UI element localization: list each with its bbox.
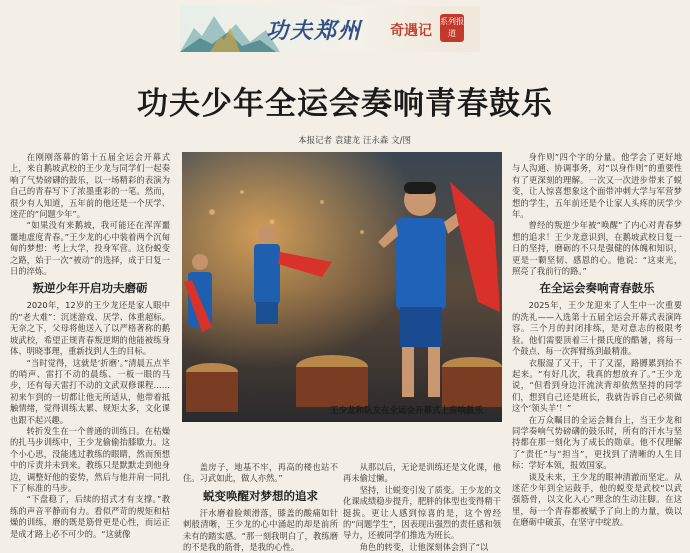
paragraph: 曾经的叛逆少年被“唤醒”了内心对青春梦想的追求！王少龙意识到，在鹅坡武校日复一日的坚持，磨砺的不只是强健的体魄和知识，更是一颗坚韧、感恩的心。他说：“这束光，照亮了我前行的路。”: [512, 220, 682, 277]
paragraph: 2020年，12岁的王少龙还是家人眼中的“老大难”：沉迷游戏、厌学、体重超标。无奈之下，父母将他送入了以严格著称的鹅坡武校，希望正规青春叛逆期的他能被练身体、明晓事理，重新找到人生的目标。: [10, 300, 170, 357]
section-heading: 在全运会奏响青春鼓乐: [539, 281, 655, 296]
article-column-3: [512, 152, 682, 532]
paragraph: 在刚刚落幕的第十五届全运会开幕式上，来自鹅坡武校的王少龙与同学们一起奏响了气势磅礴的鼓乐，以一场精彩的表演为自己的青春写下了浓墨重彩的一笔。然而，很少有人知道，五年前的他还是一个厌学、迷茫的“问题少年”。: [10, 152, 170, 220]
article-headline: 功夫少年全运会奏响青春鼓乐: [137, 86, 553, 122]
article-column-1: [10, 152, 170, 539]
paragraph: “下盘稳了，后续的招式才有支撑。”教练的声音平静而有力。看似严苛的规矩和枯燥的训练，磨的既是筋骨更是心性，而运正是成才路上必不可少的。“这就像: [10, 494, 170, 539]
paragraph: 盖房子，地基不牢，再高的楼也站不住。习武如此，做人亦然。”: [183, 462, 338, 484]
series-banner: [180, 6, 480, 52]
paragraph: 在万众瞩目的全运会舞台上，当王少龙和同学奏响气势磅礴的鼓乐时，所有的汗水与坚持都在那一刻化为了成长的勋章。他不仅理解了“责任”与“担当”，更找到了清晰的人生目标：学好本领，报效国家。: [512, 414, 682, 471]
section-heading: 叛逆少年开启功夫磨砺: [32, 281, 148, 296]
article-column-2a: [183, 462, 338, 553]
series-title: 功夫郑州: [266, 18, 363, 44]
paragraph: 角色的转变，让他深刻体会到了“以: [359, 541, 489, 552]
article-column-2b: [343, 462, 501, 552]
photo-caption: 王少龙和队友在全运会开幕式上奏响鼓乐: [330, 406, 484, 416]
paragraph: 转折发生在一个普通的训练日。在枯燥的扎马步训练中，王少龙偷偷抬膝歇力。这个小心思，没能逃过教练的眼睛，然而预想中的斥责并未到来。教练只是默默走到他身边，调整好他的姿势，然后与他并肩一同扎下了标准的马步。: [10, 425, 170, 493]
paragraph: 2025年，王少龙迎来了人生中一次重要的洗礼——入选第十五届全运会开幕式表演阵容。三个月的封闭排练，是对意志的极限考验。他们需要顶着三十摄氏度的酷暑，将每一个鼓点、每一次挥臂练到最精准。: [512, 300, 682, 357]
paragraph: 衣服湿了又干，干了又湿，路膊累到抬不起来。“有好几次，我真的想放弃了。”王少龙说，“但看到身边汗流浃背却依然坚持的同学们，想到自己还是班长，我就告诉自己必须做这个‘领头羊’！”: [512, 357, 682, 414]
paragraph: 从那以后，无论是训练还是文化课，他再未偷过懒。: [343, 462, 501, 484]
paragraph: 谈及未来，王少龙的眼神清澈而坚定。从迷茫少年到全运鼓手，他的蜕变是武校“以武强筋骨，以文化入心”理念的生动注脚。在这里，每一个青春都被赋予了向上的力量，焕以在磨砺中破茧，在坚守中绽放。: [512, 471, 682, 528]
series-tag: 系列报道: [440, 14, 464, 42]
drummers-photo-illustration: [182, 152, 502, 422]
article-photo: [182, 152, 502, 422]
article-byline: 本报记者 袁建龙 汪永森 文/图: [298, 136, 411, 146]
paragraph: 身作则”四个字的分量。他学会了更好地与人沟通、协调事务，对“以身作则”的重要性有了更深刻的理解。一次又一次进步带来了蜕变，让人惊喜想象这个面带冲刺大学与军营梦想的学生，五年前还是个让家人头疼的厌学少年。: [512, 152, 682, 220]
paragraph: 汗水磨着脸颊滑落，膝盖的酸痛如针刺般清晰，王少龙的心中涌起的却是前所未有的踏实感。“那一刻我明白了，教练磨的不是我的筋骨，是我的心性。: [183, 507, 338, 553]
paragraph: 坚持，让蜕变引发了质变。王少龙的文化课成绩稳步提升，肥胖的体型也变得精干挺拔。更让人感到惊喜的是，这个曾经的“问题学生”，因表现出强烈的责任感和领导力，还被同学们推选为班长。: [343, 484, 501, 541]
series-subtitle: 奇遇记: [390, 23, 432, 39]
section-heading: 蜕变唤醒对梦想的追求: [203, 488, 318, 503]
paragraph: “如果没有来鹅坡，我可能还在浑浑噩噩地虚度青春。”王少龙的心中装着两个沉甸甸的梦想：考上大学，投身军营。这份蜕变之路，始于一次“被动”的选择，成于日复一日的淬炼。: [10, 220, 170, 277]
paragraph: “当时觉得，这就是‘折磨’。”清晨五点半的哨声、雷打不动的晨练、一板一眼的马步，还有每天雷打不动的文武双修课程……初来乍到的一切都让他无所适从，他带着抵触情绪，觉得训练太累、规矩太多，文化课也跟不起兴趣。: [10, 357, 170, 425]
